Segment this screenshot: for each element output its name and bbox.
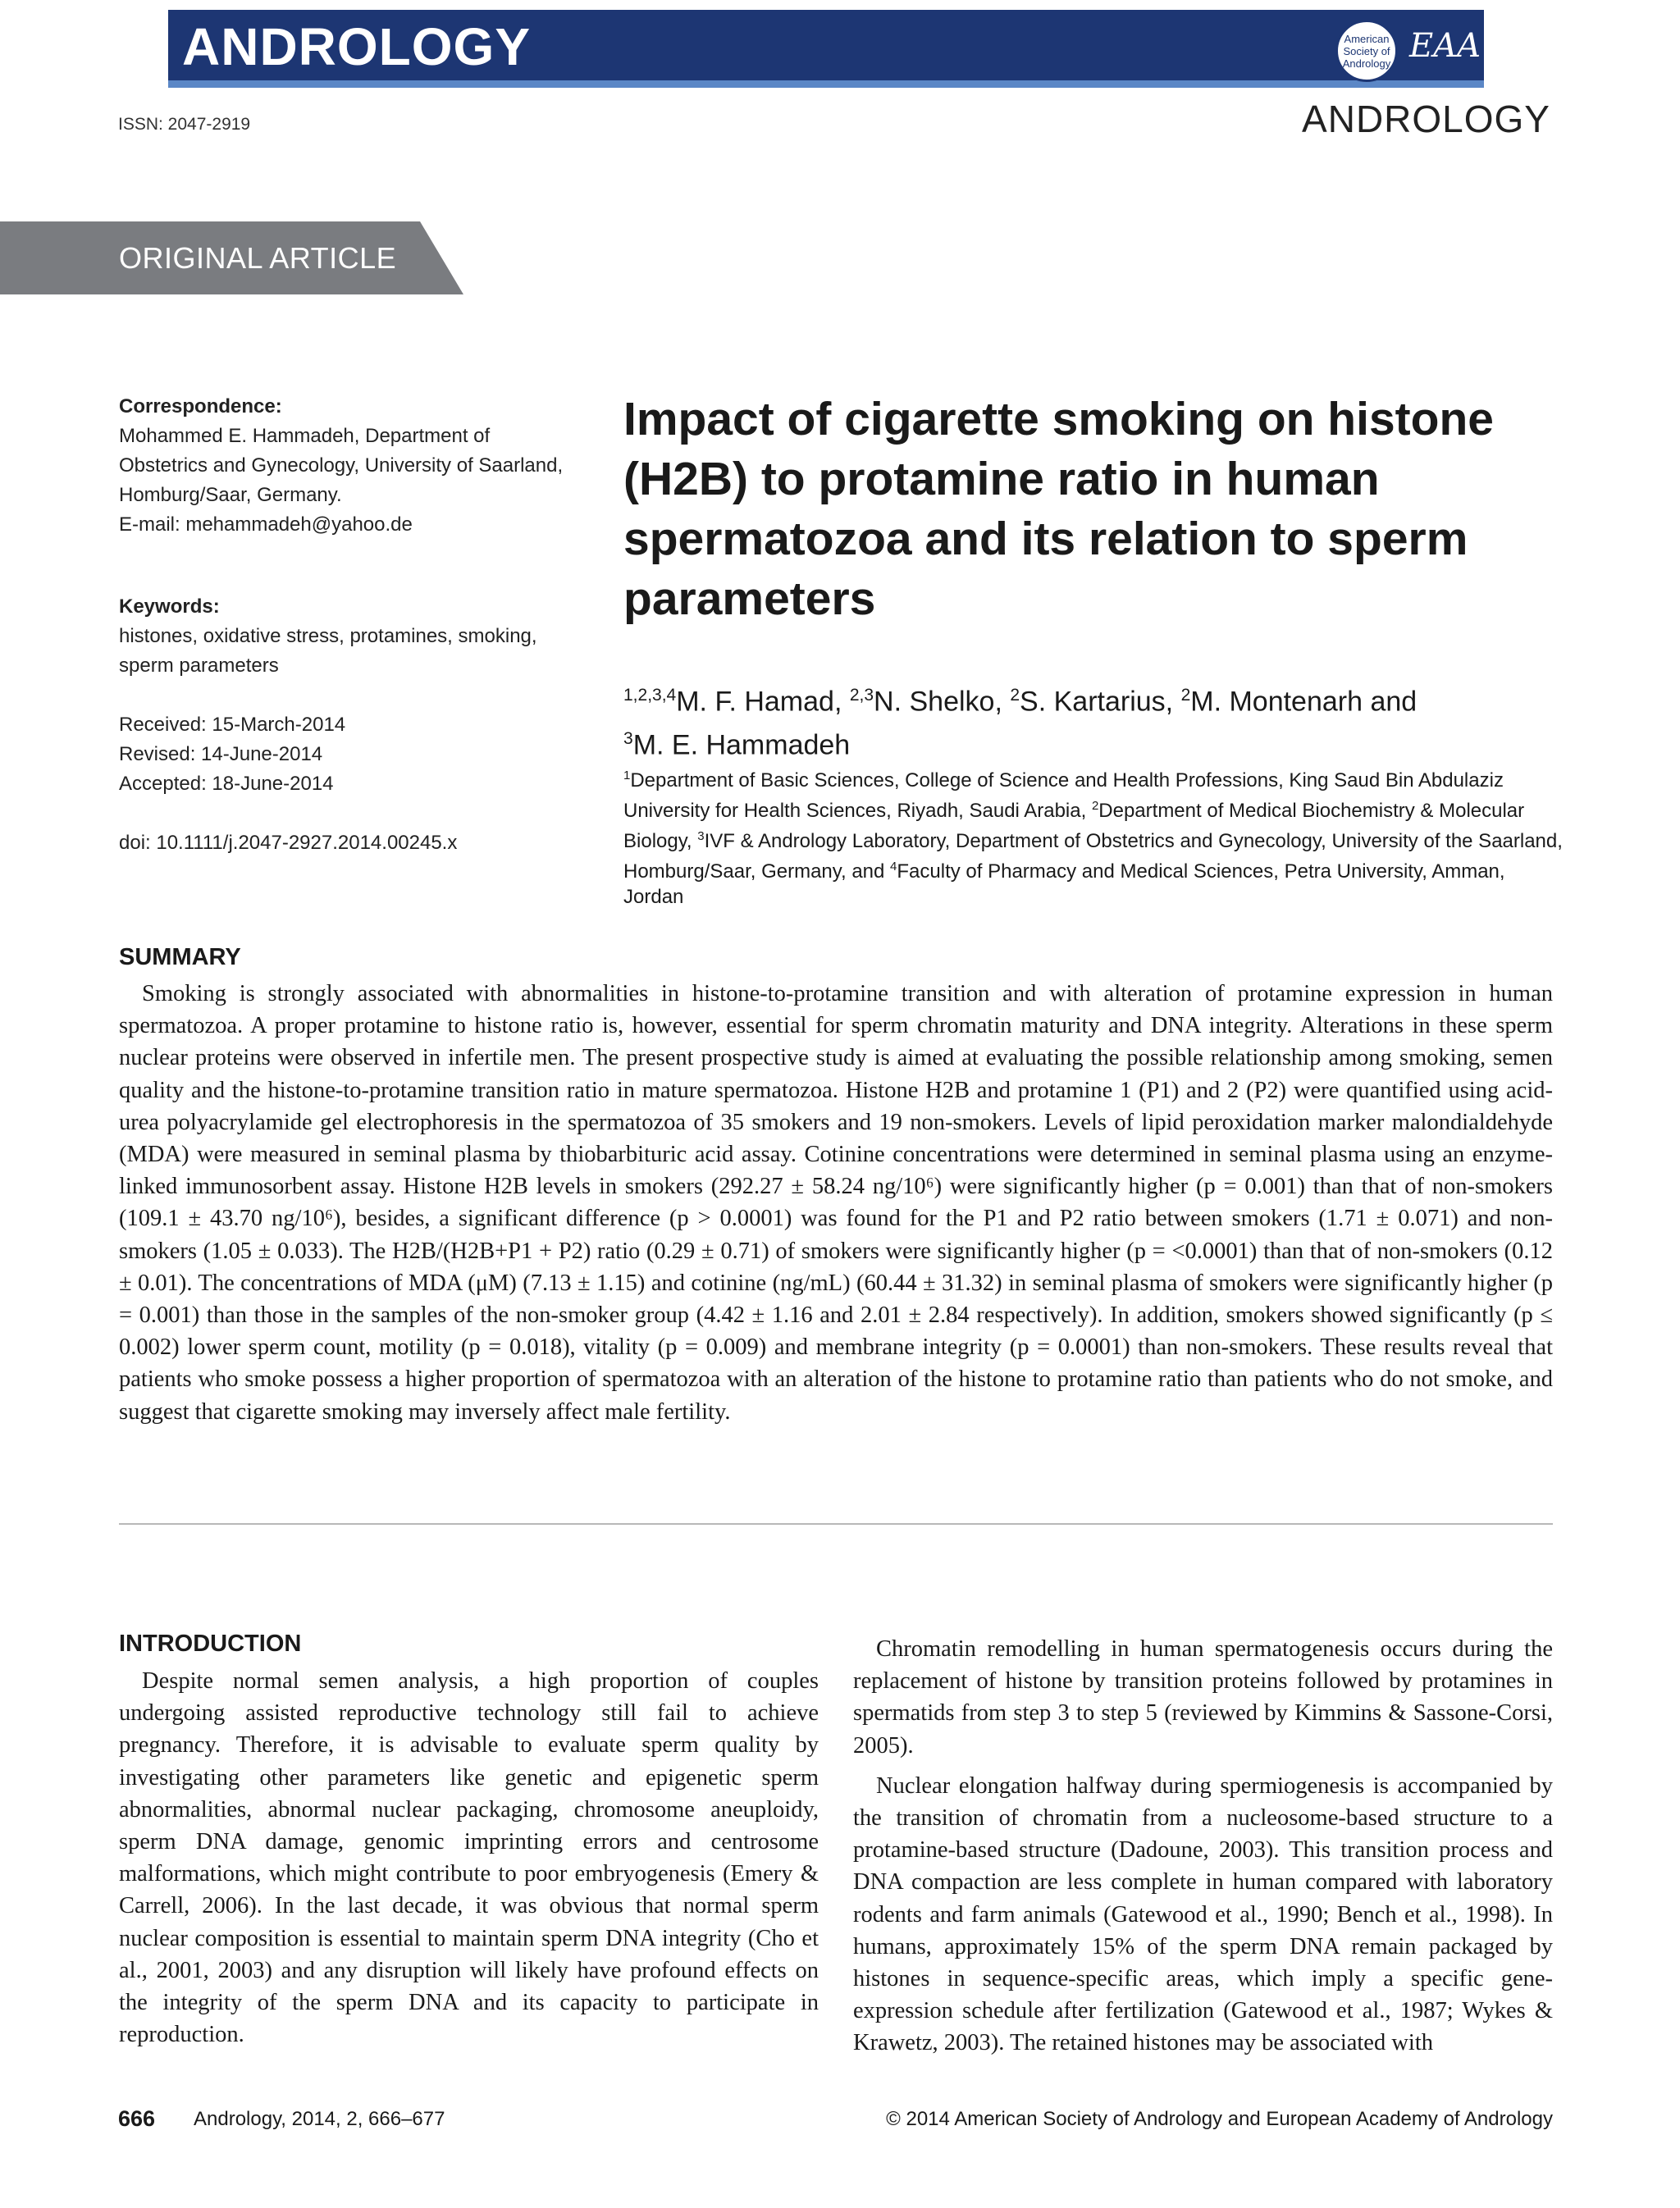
affil-sup: 2: [1091, 799, 1099, 813]
author-sup: 3: [623, 729, 633, 749]
correspondence-line: Homburg/Saar, Germany.: [119, 484, 342, 506]
dates-block: [119, 710, 595, 799]
author-sup: 1,2,3,4: [623, 686, 677, 705]
affiliations: [623, 763, 1567, 910]
author-sup: 2: [1180, 686, 1191, 705]
keywords-line: histones, oxidative stress, protamines, smoking,: [119, 625, 537, 647]
affil-sup: 1: [623, 769, 631, 782]
footer-citation: Andrology, 2014, 2, 666–677: [194, 2108, 445, 2130]
logo-line-3: Andrology: [1342, 57, 1391, 70]
journal-name: ANDROLOGY: [1302, 98, 1550, 140]
affil-text: Department of Medical Biochemistry & Molecular Biology,: [623, 800, 1525, 852]
introduction-heading: INTRODUCTION: [119, 1631, 302, 1657]
correspondence-label: Correspondence:: [119, 395, 282, 417]
section-divider: [119, 1523, 1553, 1525]
accepted-date: Accepted: 18-June-2014: [119, 773, 334, 795]
affil-sup: 3: [697, 829, 705, 843]
asa-logo-icon: [1335, 20, 1398, 82]
doi: doi: 10.1111/j.2047-2927.2014.00245.x: [119, 832, 458, 854]
affil-text: Department of Basic Sciences, College of Science and Health Professions, King Saud Bin Abdulaziz University for Health Sciences, Riyadh, Saudi Arabia,: [623, 769, 1504, 822]
affil-text: Faculty of Pharmacy and Medical Sciences, Petra University, Amman, Jordan: [623, 860, 1505, 908]
author-name: M. Montenarh and: [1190, 686, 1418, 718]
keywords-label: Keywords:: [119, 595, 220, 618]
author-sup: 2: [1010, 686, 1020, 705]
page-number: 666: [118, 2106, 156, 2131]
author-name: S. Kartarius,: [1020, 686, 1181, 718]
revised-date: Revised: 14-June-2014: [119, 743, 323, 765]
logo-line-1: American: [1344, 32, 1390, 45]
correspondence-email: E-mail: mehammadeh@yahoo.de: [119, 513, 413, 536]
eaa-logo-icon: EAA: [1409, 27, 1481, 65]
intro-paragraph: Despite normal semen analysis, a high proportion of couples undergoing assisted reproductive technology still fail to achieve pregnancy. Therefore, it is advisable to evaluate sperm quality by investigating other parameters like genetic and epigenetic sperm abnormalities, abnormal nuclear packaging, chromosome aneuploidy, sperm DNA damage, genomic imprinting errors and centrosome malformations, which might contribute to poor embryogenesis (Emery & Carrell, 2006). In the last decade, it was obvious that normal sperm nuclear composition is essential to maintain sperm DNA integrity (Cho et al., 2001, 2003) and any disruption will likely have profound effects on the integrity of the sperm DNA and its capacity to participate in reproduction.: [119, 1668, 819, 2048]
intro-right-column: [853, 1633, 1553, 2060]
logo-line-2: Society of: [1343, 44, 1390, 57]
affil-sup: 4: [890, 860, 897, 874]
summary-text: Smoking is strongly associated with abnormalities in histone-to-protamine transition and with alteration of protamine expression in human spermatozoa. A proper protamine to histone ratio is, however, essential for sperm chromatin maturity and DNA integrity. Alterations in these sperm nuclear proteins were observed in infertile men. The present prospective study is aimed at evaluating the possible relationship among smoking, semen quality and the histone-to-protamine transition ratio in mature spermatozoa. Histone H2B and protamine 1 (P1) and 2 (P2) were quantified using acid-urea polyacrylamide gel electrophoresis in the spermatozoa of 35 smokers and 19 non-smokers. Levels of lipid peroxidation marker malondialdehyde (MDA) were measured in seminal plasma by thiobarbituric acid assay. Cotinine concentrations were determined in seminal plasma using an enzyme-linked immunosorbent assay. Histone H2B levels in smokers (292.27 ± 58.24 ng/10⁶) were significantly higher (p = 0.001) than that of non-smokers (109.1 ± 43.70 ng/10⁶), besides, a significant difference (p > 0.0001) was found for the P1 and P2 ratio between smokers (1.71 ± 0.071) and non-smokers (1.05 ± 0.033). The H2B/(H2B+P1 + P2) ratio (0.29 ± 0.71) of smokers were significantly higher (p = <0.0001) than that of non-smokers (0.12 ± 0.01). The concentrations of MDA (μM) (7.13 ± 1.15) and cotinine (ng/mL) (60.44 ± 31.32) in seminal plasma of smokers were significantly higher (p = 0.001) than those in the samples of the non-smoker group (4.42 ± 1.16 and 2.01 ± 2.84 respectively). In addition, smokers showed significantly (p ≤ 0.002) lower sperm count, motility (p = 0.018), vitality (p = 0.009) and membrane integrity (p = 0.0001) than non-smokers. These results reveal that patients who smoke possess a higher proportion of spermatozoa with an alteration of the histone to protamine ratio than patients who do not smoke, and suggest that cigarette smoking may inversely affect male fertility.: [119, 981, 1553, 1425]
author-name: N. Shelko,: [874, 686, 1011, 718]
author-list: [623, 677, 1567, 764]
correspondence-line: Mohammed E. Hammadeh, Department of: [119, 425, 491, 447]
author-name: M. F. Hamad,: [676, 686, 850, 718]
article-title: Impact of cigarette smoking on histone (H2B) to protamine ratio in human spermatozoa and its relation to sperm parameters: [623, 393, 1494, 625]
article-type-label: ORIGINAL ARTICLE: [119, 241, 397, 275]
issn: ISSN: 2047-2919: [118, 115, 251, 134]
keywords-line: sperm parameters: [119, 655, 279, 677]
intro-paragraph: Chromatin remodelling in human spermatogenesis occurs during the replacement of histone by transition proteins followed by protamines in spermatids from step 3 to step 5 (reviewed by Kimmins & Sassone-Corsi, 2005).: [853, 1636, 1553, 1759]
author-sup: 2,3: [849, 686, 874, 705]
summary-heading: SUMMARY: [119, 944, 241, 970]
intro-paragraph: Nuclear elongation halfway during spermiogenesis is accompanied by the transition of chromatin from a nucleosome-based structure to a protamine-based structure (Dadoune, 2003). This transition process and DNA compaction are less complete in human compared with laboratory rodents and farm animals (Gatewood et al., 1990; Bench et al., 1998). In humans, approximately 15% of the sperm DNA remain packaged by histones in sequence-specific areas, which imply a specific gene-expression schedule after fertilization (Gatewood et al., 1987; Wykes & Krawetz, 2003). The retained histones may be associated with: [853, 1772, 1553, 2056]
correspondence-line: Obstetrics and Gynecology, University of Saarland,: [119, 454, 564, 477]
correspondence-block: [119, 392, 595, 540]
keywords-block: [119, 592, 595, 681]
affil-text: IVF & Andrology Laboratory, Department of Obstetrics and Gynecology, University of the Saarland, Homburg/Saar, Germany, and: [623, 830, 1563, 883]
received-date: Received: 15-March-2014: [119, 714, 346, 736]
footer-copyright: © 2014 American Society of Andrology and European Academy of Andrology: [886, 2108, 1553, 2130]
intro-left-column: [119, 1665, 819, 2051]
banner-title: ANDROLOGY: [182, 17, 531, 76]
author-name: M. E. Hammadeh: [632, 729, 851, 761]
